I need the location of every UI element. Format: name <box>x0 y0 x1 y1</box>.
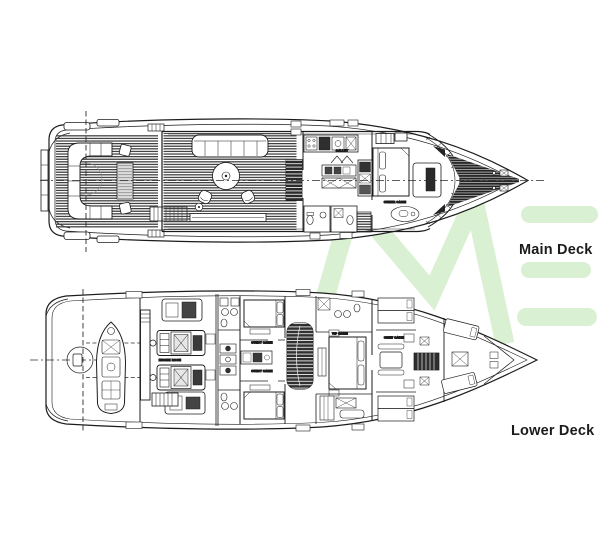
watermark-letter-e <box>517 206 598 326</box>
room-label: GALLEY <box>335 148 349 153</box>
engine-port <box>150 331 205 356</box>
aft-stool <box>119 144 132 157</box>
room-label: VIP CABIN <box>332 331 348 336</box>
salon-sideboard <box>190 214 266 222</box>
room-label: GUEST CABIN <box>251 369 273 373</box>
lower-deck-label: Lower Deck <box>511 423 595 439</box>
main-stairs <box>287 323 313 389</box>
owner-bed <box>373 148 409 196</box>
crew-mess-table <box>380 352 402 368</box>
salon-stairs <box>286 160 302 201</box>
salon-sofa <box>192 135 268 157</box>
aft-deck-table <box>117 163 133 199</box>
crew-bunks-top <box>378 298 414 323</box>
engine-starboard <box>150 365 205 390</box>
crew-bunks-bottom <box>378 396 414 421</box>
tender <box>97 322 126 414</box>
aft-stool <box>119 202 131 214</box>
room-label: OWNER CABIN <box>383 200 407 204</box>
room-label: CREW CABIN <box>383 335 405 340</box>
room-label: ENGINE ROOM <box>158 358 182 362</box>
escape-trunk <box>141 310 151 400</box>
lower-deck-plan <box>30 289 537 431</box>
main-deck-label: Main Deck <box>519 242 593 258</box>
corridor-counter <box>241 351 272 364</box>
crew-stairs <box>414 353 439 370</box>
room-label: GUEST CABIN <box>251 340 273 345</box>
engine-room-ladder <box>152 393 178 406</box>
